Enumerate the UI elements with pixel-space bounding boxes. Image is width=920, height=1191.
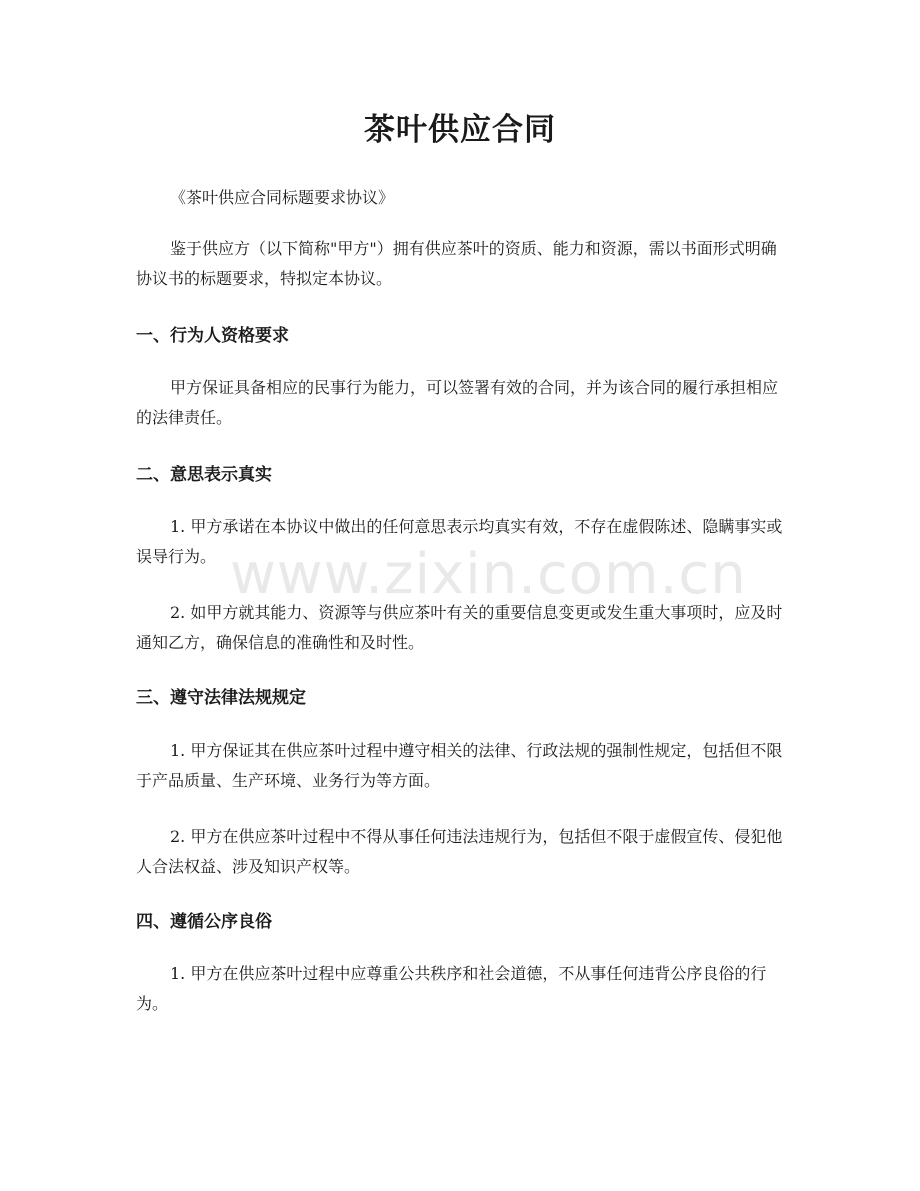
section-heading-3: 三、遵守法律法规规定 bbox=[136, 688, 306, 708]
section-4-paragraph-1: 1. 甲方在供应茶叶过程中应尊重公共秩序和社会道德，不从事任何违背公序良俗的行为。 bbox=[136, 964, 767, 1013]
section-3-paragraph-1: 1. 甲方保证其在供应茶叶过程中遵守相关的法律、行政法规的强制性规定，包括但不限于产品质量、生产环境、业务行为等方面。 bbox=[136, 741, 783, 790]
watermark-text: www.zixin.com.cn bbox=[230, 542, 747, 607]
section-heading-1: 一、行为人资格要求 bbox=[136, 326, 289, 346]
document-title: 茶叶供应合同 bbox=[364, 112, 556, 148]
section-2-paragraph-1: 1. 甲方承诺在本协议中做出的任何意思表示均真实有效，不存在虚假陈述、隐瞒事实或误导行为。 bbox=[136, 517, 783, 566]
section-heading-2: 二、意思表示真实 bbox=[136, 465, 272, 485]
section-heading-4: 四、遵循公序良俗 bbox=[136, 912, 272, 932]
section-2-paragraph-2: 2. 如甲方就其能力、资源等与供应茶叶有关的重要信息变更或发生重大事项时，应及时通知乙方，确保信息的准确性和及时性。 bbox=[136, 603, 783, 652]
section-3-paragraph-2: 2. 甲方在供应茶叶过程中不得从事任何违法违规行为，包括但不限于虚假宣传、侵犯他人合法权益、涉及知识产权等。 bbox=[136, 827, 783, 876]
section-1-paragraph-1: 甲方保证具备相应的民事行为能力，可以签署有效的合同，并为该合同的履行承担相应的法律责任。 bbox=[136, 378, 779, 427]
document-subtitle: 《茶叶供应合同标题要求协议》 bbox=[170, 188, 395, 207]
intro-paragraph: 鉴于供应方（以下简称"甲方"）拥有供应茶叶的资质、能力和资源，需以书面形式明确协议书的标题要求，特拟定本协议。 bbox=[136, 239, 777, 288]
